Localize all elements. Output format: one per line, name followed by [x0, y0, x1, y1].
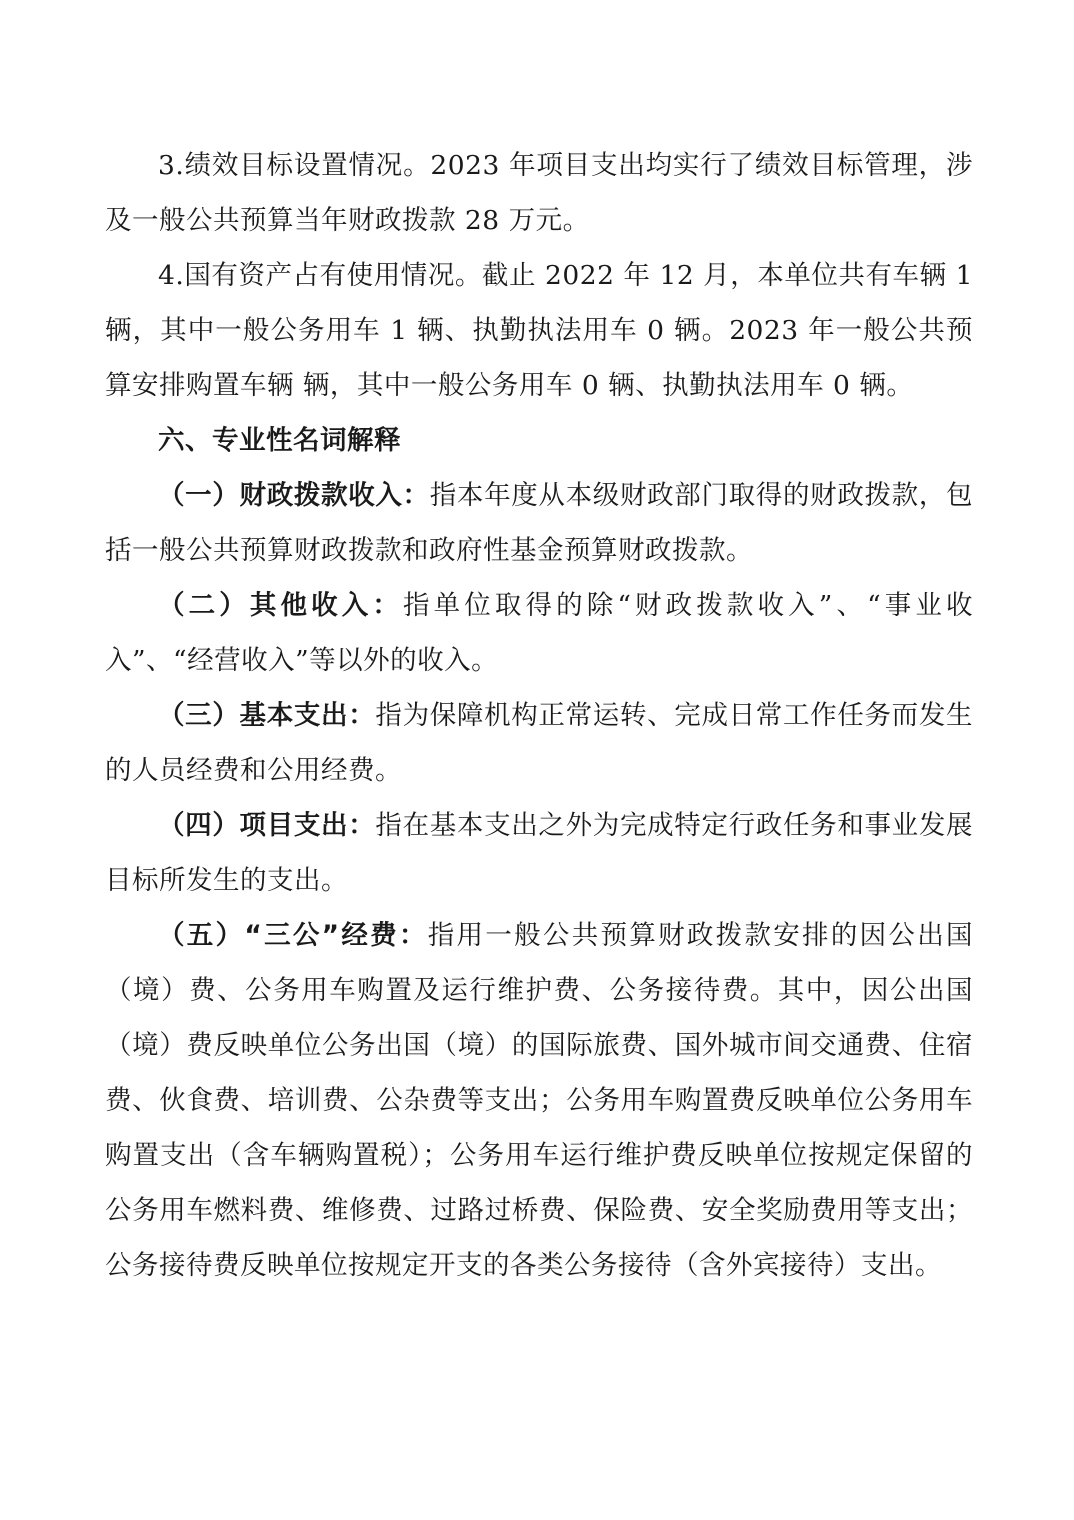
definition-fiscal-appropriation-income: [105, 468, 973, 578]
definition-term: （二）其他收入：: [158, 590, 403, 621]
definition-body: 指本年度从本级财政部门取得的财政拨款，包括一般公共预算财政拨款和政府性基金预算财政拨款。: [105, 480, 974, 566]
definition-body: 指单位取得的除“财政拨款收入”、“事业收入”、“经营收入”等以外的收入。: [105, 590, 973, 676]
definition-body: 指为保障机构正常运转、完成日常工作任务而发生的人员经费和公用经费。: [105, 700, 974, 786]
definition-term: （一）财政拨款收入：: [158, 480, 430, 511]
definition-term: （四）项目支出：: [158, 810, 376, 841]
definition-project-expenditure: [105, 798, 973, 908]
paragraph-state-assets: 4.国有资产占有使用情况。截止 2022 年 12 月，本单位共有车辆 1 辆，其中一般公务用车 1 辆、执勤执法用车 0 辆。2023 年一般公共预算安排购置车辆 辆，其中一般公务用车 0 辆、执勤执法用车 0 辆。: [105, 260, 973, 401]
section-heading-terms: 六、专业性名词解释: [158, 425, 401, 456]
definition-body: 指用一般公共预算财政拨款安排的因公出国（境）费、公务用车购置及运行维护费、公务接待费。其中，因公出国（境）费反映单位公务出国（境）的国际旅费、国外城市间交通费、住宿费、伙食费、培训费、公杂费等支出；公务用车购置费反映单位公务用车购置支出（含车辆购置税）；公务用车运行维护费反映单位按规定保留的公务用车燃料费、维修费、过路过桥费、保险费、安全奖励费用等支出；公务接待费反映单位按规定开支的各类公务接待（含外宾接待）支出。: [105, 920, 973, 1281]
definition-term: （三）基本支出：: [158, 700, 376, 731]
definition-term: （五）“三公”经费：: [158, 920, 428, 951]
definition-three-public-expenses: [105, 908, 973, 1293]
document-body: [105, 138, 973, 1293]
paragraph-performance-goals: 3.绩效目标设置情况。2023 年项目支出均实行了绩效目标管理，涉及一般公共预算当年财政拨款 28 万元。: [105, 150, 973, 236]
definition-basic-expenditure: [105, 688, 973, 798]
definition-other-income: [105, 578, 973, 688]
definition-body: 指在基本支出之外为完成特定行政任务和事业发展目标所发生的支出。: [105, 810, 974, 896]
